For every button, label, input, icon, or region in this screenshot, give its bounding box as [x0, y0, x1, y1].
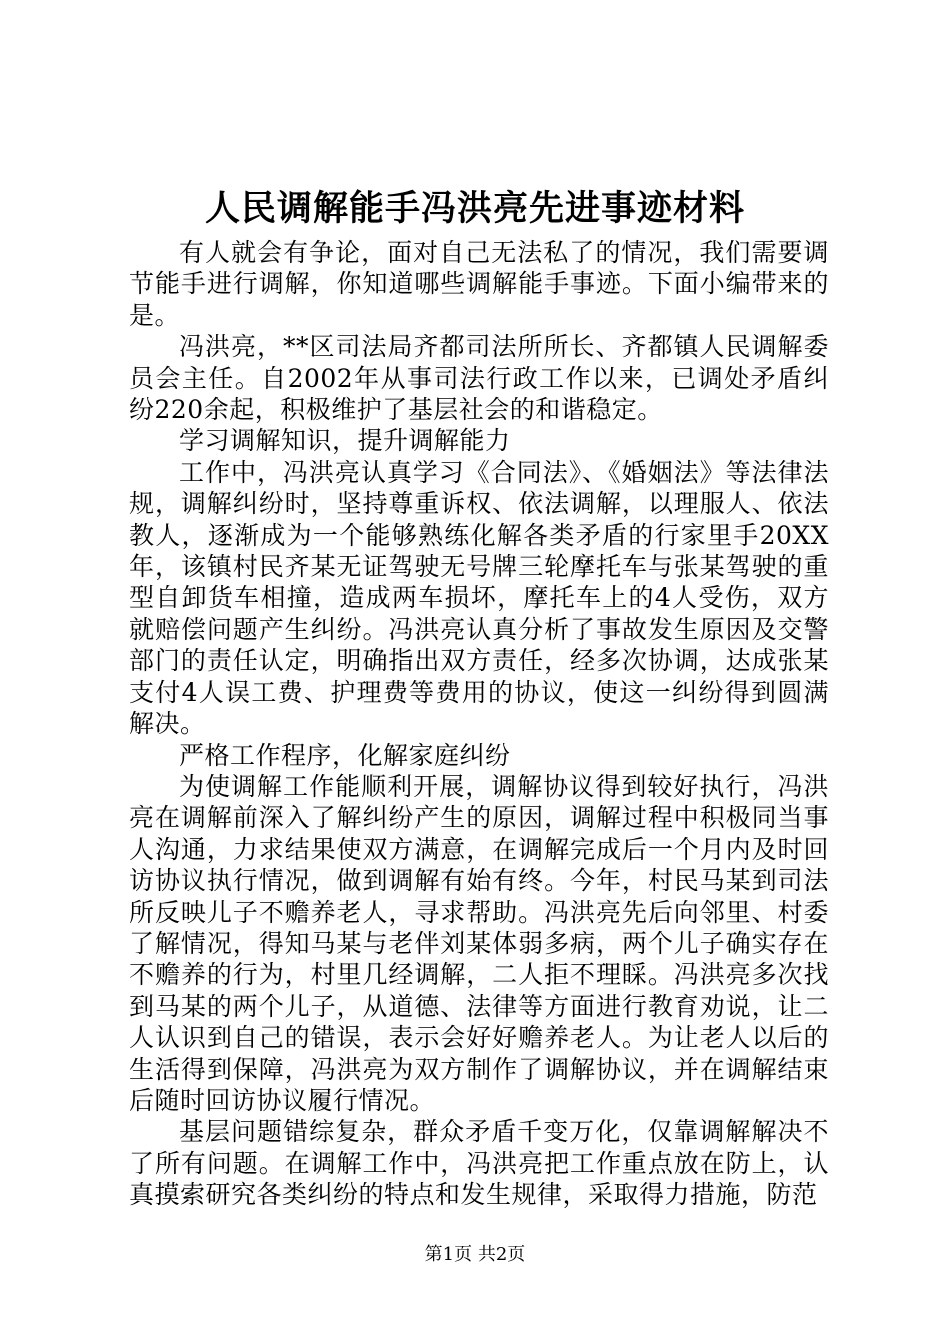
- section-heading-learning: 学习调解知识，提升调解能力: [179, 426, 511, 456]
- paragraph-intro: 有人就会有争论，面对自己无法私了的情况，我们需要调节能手进行调解，你知道哪些调解能手事迹。下面小编带来的是。: [129, 238, 829, 330]
- paragraph-learning: 工作中，冯洪亮认真学习《合同法》、《婚姻法》等法律法规，调解纠纷时，坚持尊重诉权、依法调解，以理服人、依法教人，逐渐成为一个能够熟练化解各类矛盾的行家里手20XX年，该镇村民齐某无证驾驶无号牌三轮摩托车与张某驾驶的重型自卸货车相撞，造成两车损坏，摩托车上的4人受伤，双方就赔偿问题产生纠纷。冯洪亮认真分析了事故发生原因及交警部门的责任认定，明确指出双方责任，经多次协调，达成张某支付4人误工费、护理费等费用的协议，使这一纠纷得到圆满解决。: [129, 457, 829, 739]
- paragraph-prevention: 基层问题错综复杂，群众矛盾千变万化，仅靠调解解决不了所有问题。在调解工作中，冯洪亮把工作重点放在防上，认真摸索研究各类纠纷的特点和发生规律，采取得力措施，防范: [129, 1117, 829, 1210]
- section-heading-procedure: 严格工作程序，化解家庭纠纷: [179, 740, 511, 770]
- paragraph-profile: 冯洪亮，**区司法局齐都司法所所长、齐都镇人民调解委员会主任。自2002年从事司法行政工作以来，已调处矛盾纠纷220余起，积极维护了基层社会的和谐稳定。: [129, 332, 829, 425]
- document-title: 人民调解能手冯洪亮先进事迹材料: [204, 188, 745, 229]
- page-footer: 第1页 共2页: [424, 1244, 526, 1265]
- paragraph-procedure: 为使调解工作能顺利开展，调解协议得到较好执行，冯洪亮在调解前深入了解纠纷产生的原因，调解过程中积极同当事人沟通，力求结果使双方满意，在调解完成后一个月内及时回访协议执行情况，做到调解有始有终。今年，村民马某到司法所反映儿子不赡养老人，寻求帮助。冯洪亮先后向邻里、村委了解情况，得知马某与老伴刘某体弱多病，两个儿子确实存在不赡养的行为，村里几经调解，二人拒不理睬。冯洪亮多次找到马某的两个儿子，从道德、法律等方面进行教育劝说，让二人认识到自己的错误，表示会好好赡养老人。为让老人以后的生活得到保障，冯洪亮为双方制作了调解协议，并在调解结束后随时回访协议履行情况。: [129, 771, 829, 1115]
- document-body: [129, 237, 829, 1211]
